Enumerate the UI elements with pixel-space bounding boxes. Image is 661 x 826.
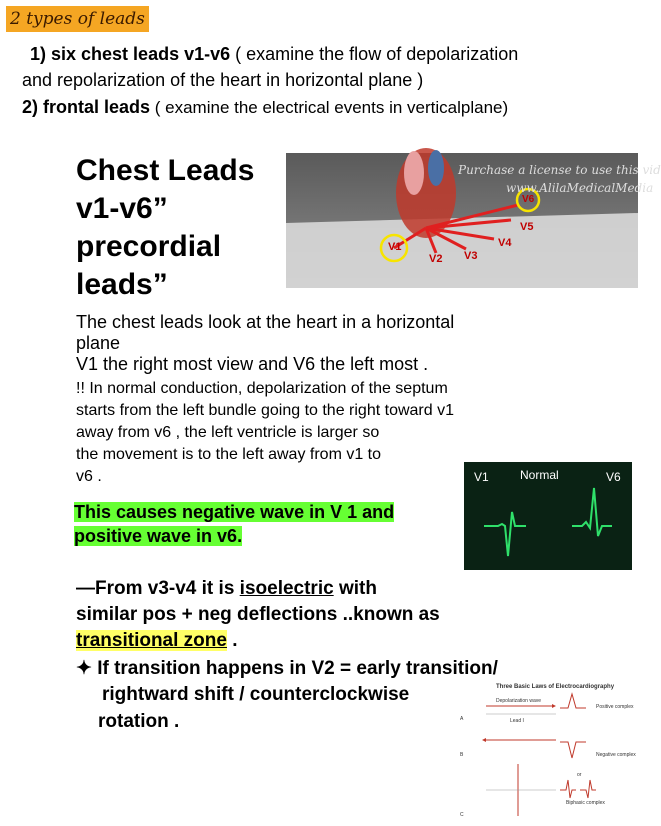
paragraph-line: away from v6 , the left ventricle is larger so <box>76 424 380 441</box>
lead-label-v3: V3 <box>464 250 478 262</box>
paragraph-line: V1 the right most view and V6 the left most . <box>76 354 429 374</box>
laws-biphasic: Biphasic complex <box>566 800 605 806</box>
laws-label-c: C <box>460 812 464 818</box>
isoelectric-line-1 <box>76 578 377 600</box>
green-highlight-line: This causes negative wave in V 1 and <box>74 502 395 522</box>
isoelectric-post: with <box>333 578 377 599</box>
item-2-rest: ( examine the electrical events in verticalplane) <box>150 98 509 117</box>
chest-title-line: leads” <box>76 268 168 301</box>
paragraph-line: The chest leads look at the heart in a horizontal <box>76 312 455 332</box>
ecg-laws-figure <box>456 680 634 820</box>
lead-label-v4: V4 <box>498 237 512 249</box>
transition-line-1 <box>76 657 498 680</box>
ecg-traces <box>464 462 632 570</box>
laws-diagram <box>456 680 634 820</box>
heart-plane-image <box>286 153 661 288</box>
star-icon: ✦ <box>76 658 92 679</box>
watermark-text: Purchase a license to use this vid <box>458 163 661 177</box>
transition-line-2: rightward shift / counterclockwise <box>102 684 410 705</box>
isoelectric-term: isoelectric <box>239 578 334 599</box>
laws-label-b: B <box>460 752 464 758</box>
ecg-label-normal: Normal <box>520 468 559 482</box>
ecg-normal-image <box>464 462 632 570</box>
laws-label-a: A <box>460 716 464 722</box>
item-1-rest: ( examine the flow of depolarization <box>230 44 519 64</box>
green-highlight-block <box>74 500 394 548</box>
lead-label-v1: V1 <box>388 241 402 253</box>
ecg-label-v1: V1 <box>474 470 489 484</box>
paragraph-line: starts from the left bundle going to the right toward v1 <box>76 402 454 419</box>
laws-negative: Negative complex <box>596 752 636 758</box>
chest-leads-paragraph <box>76 312 454 375</box>
isoelectric-pre: —From v3-v4 it is <box>76 578 240 599</box>
isoelectric-line-3 <box>76 630 238 652</box>
chest-leads-title <box>76 152 254 304</box>
section-heading: 2 types of leads <box>6 6 149 32</box>
item-2-line <box>22 97 508 118</box>
transitional-zone-post: . <box>226 630 238 651</box>
laws-positive: Positive complex <box>596 704 634 710</box>
item-1-bold: 1) six chest leads v1-v6 <box>30 44 231 64</box>
green-highlight-line: positive wave in v6. <box>74 526 243 546</box>
transition-line-3: rotation . <box>98 711 180 732</box>
item-1-line-2: and repolarization of the heart in horizontal plane ) <box>22 70 424 90</box>
paragraph-line: the movement is to the left away from v1 to <box>76 446 382 463</box>
paragraph-line: v6 . <box>76 468 102 485</box>
paragraph-line: plane <box>76 333 121 353</box>
chest-title-line: Chest Leads <box>76 154 255 187</box>
transition-text: If transition happens in V2 = early transition/ <box>91 658 498 679</box>
laws-title: Three Basic Laws of Electrocardiography <box>496 684 615 690</box>
ecg-label-v6: V6 <box>606 470 621 484</box>
chest-title-line: v1-v6” <box>76 192 168 225</box>
lead-label-v5: V5 <box>520 221 534 233</box>
paragraph-line: !! In normal conduction, depolarization of the septum <box>76 380 448 397</box>
item-1-line-1 <box>30 44 518 65</box>
laws-dep-wave: Depolarization wave <box>496 698 542 704</box>
lead-label-v6: V6 <box>522 194 535 205</box>
isoelectric-line-2: similar pos + neg deflections ..known as <box>76 604 440 625</box>
item-2-bold: 2) frontal leads <box>22 97 151 117</box>
watermark-text-2: www.AlilaMedicalMedia <box>506 181 654 195</box>
lead-label-v2: V2 <box>429 253 443 265</box>
conduction-paragraph <box>76 378 454 488</box>
chest-title-line: precordial <box>76 230 222 263</box>
laws-lead: Lead I <box>510 718 524 724</box>
transitional-zone-term: transitional zone <box>76 630 227 651</box>
laws-or: or <box>577 772 582 778</box>
